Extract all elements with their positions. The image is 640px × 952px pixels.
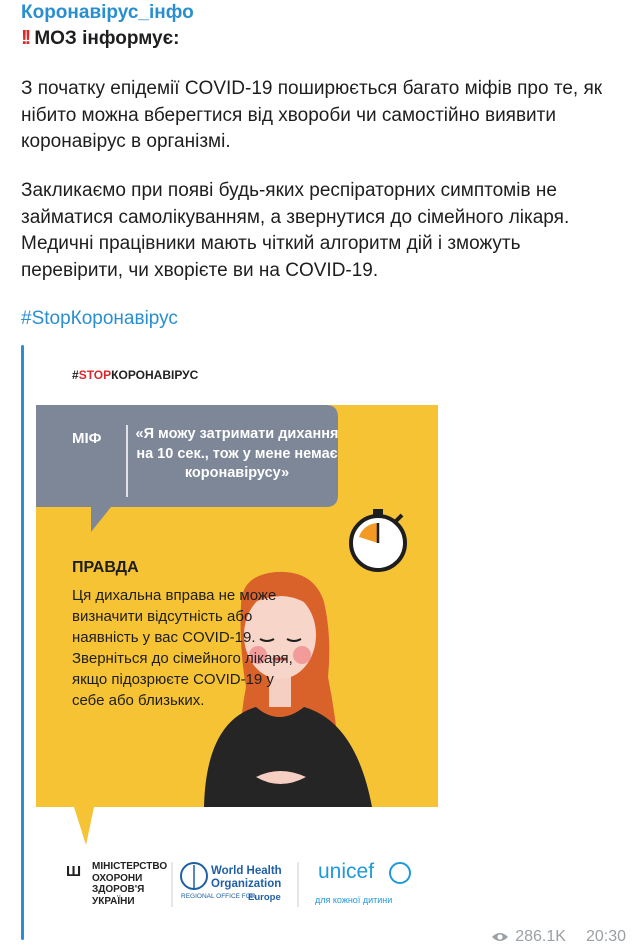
views-count: 286.1K (515, 928, 566, 945)
post-header (21, 27, 179, 50)
post-header-text: МОЗ інформує: (34, 27, 180, 49)
hashtag-link[interactable]: #StopКоронавірус (21, 308, 178, 329)
preview-accent-bar (21, 345, 24, 940)
channel-name[interactable]: Коронавірус_інфо (21, 2, 194, 23)
myth-label: МІФ (72, 430, 102, 447)
post-time: 20:30 (585, 928, 626, 945)
stop-coronavirus-tag: #STOPКОРОНАВІРУС (72, 368, 199, 382)
double-exclamation-icon: !! (21, 27, 29, 49)
truth-text: Ця дихальна вправа не може визначити відсутність або наявність у вас COVID-19. Зверніться до сімейного лікаря, якщо підозрюєте COVID-19 у себе або близьких. (72, 587, 293, 709)
post-paragraph-1: З початку епідемії COVID-19 поширюється багато міфів про те, як нібито можна вберегтися від хвороби чи самостійно виявити коронавірус в організмі. (21, 78, 603, 152)
truth-label: ПРАВДА (72, 559, 139, 576)
ministry-of-health-logo: МІНІСТЕРСТВО ОХОРОНИ ЗДОРОВ'Я УКРАЇНИ (92, 861, 168, 907)
eye-icon (491, 931, 509, 943)
unicef-slogan: для кожної дитини (315, 895, 393, 905)
infographic-image[interactable] (36, 347, 456, 929)
unicef-logo: unicef (318, 860, 375, 883)
ukraine-trident-logo: Ш (66, 863, 82, 880)
post-paragraph-2: Закликаємо при появі будь-яких респіраторних симптомів не займатися самолікуванням, а звернутися до сімейного лікаря. Медичні працівники мають чіткий алгоритм дій і зможуть перевірити, чи хворієте ви на COVID-19. (21, 180, 570, 281)
who-europe-label: Europe (248, 892, 281, 903)
who-logo-name: World Health Organization (211, 865, 282, 890)
who-region-label: REGIONAL OFFICE FOR (181, 893, 256, 900)
myth-text: «Я можу затримати дихання на 10 сек., тож у мене немає коронавірусу» (135, 426, 339, 481)
post-stats (491, 928, 626, 946)
